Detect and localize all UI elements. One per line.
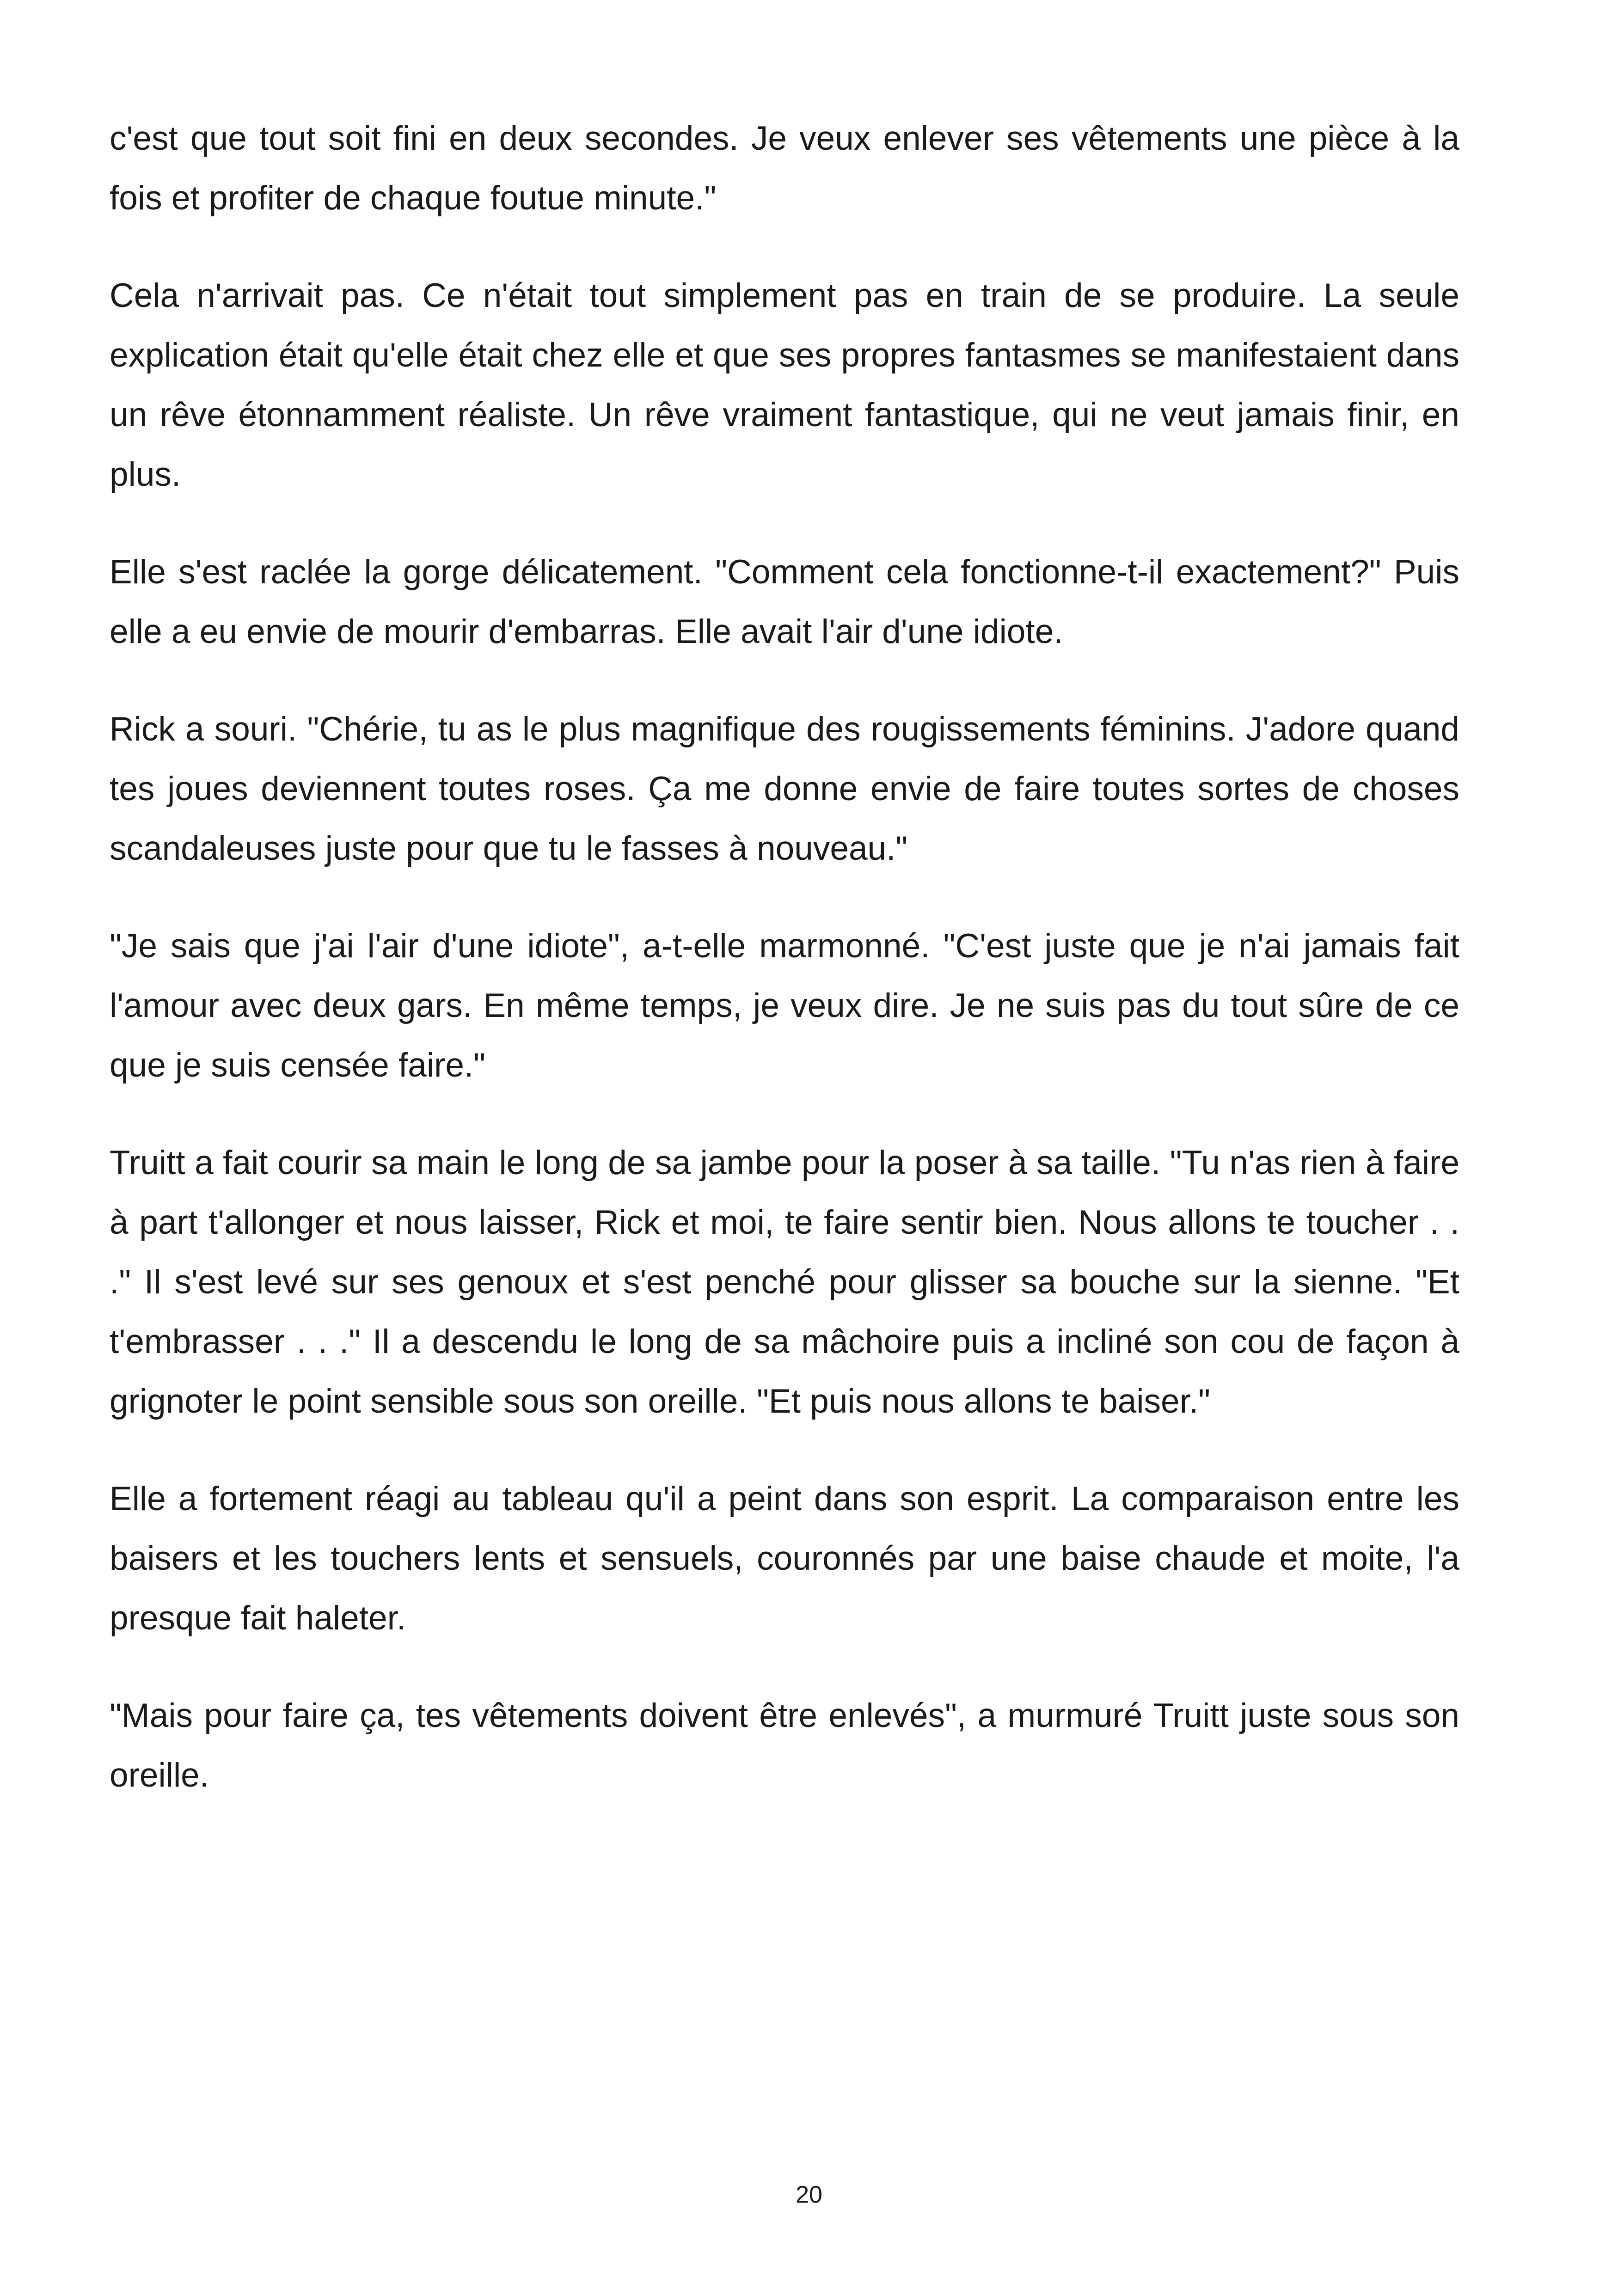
paragraph: "Je sais que j'ai l'air d'une idiote", a-t-elle marmonné. "C'est juste que je n'ai jamais fait l'amour avec deux gars. En même temps, je veux dire. Je ne suis pas du tout sûre de ce que je suis censée faire." <box>110 927 1459 1084</box>
paragraph: Cela n'arrivait pas. Ce n'était tout simplement pas en train de se produire. La seule explication était qu'elle était chez elle et que ses propres fantasmes se manifestaient dans un rêve étonnamment réaliste. Un rêve vraiment fantastique, qui ne veut jamais finir, en plus. <box>110 277 1459 493</box>
paragraph: c'est que tout soit fini en deux secondes. Je veux enlever ses vêtements une pièce à la fois et profiter de chaque foutue minute." <box>110 120 1459 217</box>
paragraph: Elle s'est raclée la gorge délicatement. "Comment cela fonctionne-t-il exactement?" Puis elle a eu envie de mourir d'embarras. Elle avait l'air d'une idiote. <box>110 553 1459 650</box>
paragraph: Elle a fortement réagi au tableau qu'il a peint dans son esprit. La comparaison entre les baisers et les touchers lents et sensuels, couronnés par une baise chaude et moite, l'a presque fait haleter. <box>110 1480 1459 1637</box>
paragraph: "Mais pour faire ça, tes vêtements doivent être enlevés", a murmuré Truitt juste sous son oreille. <box>110 1697 1459 1794</box>
body-text <box>110 109 1459 1843</box>
paragraph: Truitt a fait courir sa main le long de sa jambe pour la poser à sa taille. "Tu n'as rien à faire à part t'allonger et nous laisser, Rick et moi, te faire sentir bien. Nous allons te toucher . . ." Il s'est levé sur ses genoux et s'est penché pour glisser sa bouche sur la sienne. "Et t'embrasser . . ." Il a descendu le long de sa mâchoire puis a incliné son cou de façon à grignoter le point sensible sous son oreille. "Et puis nous allons te baiser." <box>110 1144 1459 1420</box>
paragraph: Rick a souri. "Chérie, tu as le plus magnifique des rougissements féminins. J'adore quand tes joues deviennent toutes roses. Ça me donne envie de faire toutes sortes de choses scandaleuses juste pour que tu le fasses à nouveau." <box>110 710 1459 867</box>
page-number: 20 <box>796 2181 822 2208</box>
